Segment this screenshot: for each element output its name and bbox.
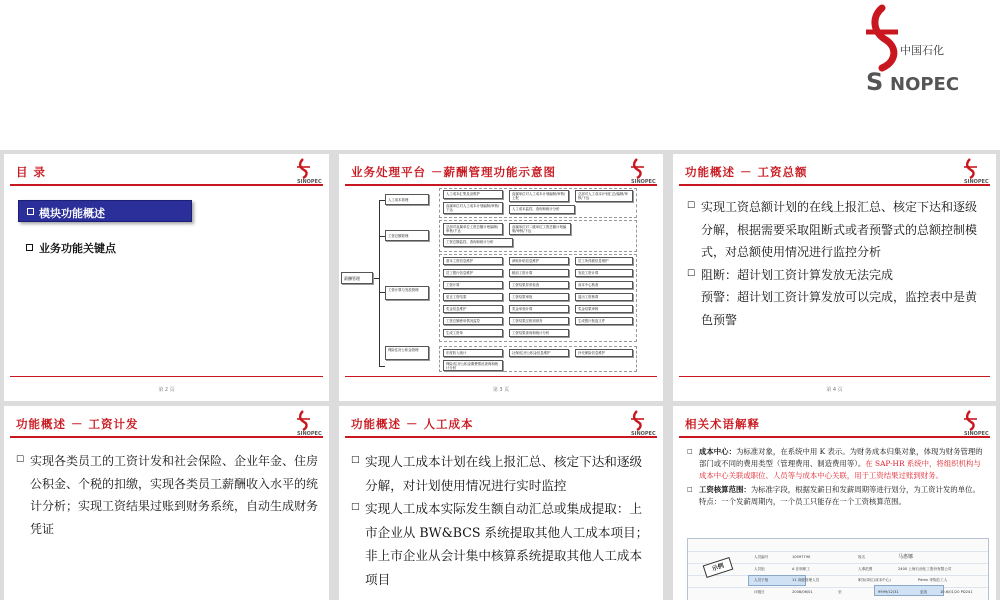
svg-text:S: S	[866, 68, 884, 96]
diagram-node: 直属单位对人工成本计划编制/审核/上报	[509, 190, 569, 202]
diagram-node: 社保/住房公积金信息维护	[509, 349, 569, 357]
screen-row-divider	[688, 575, 988, 576]
sinopec-mini-logo	[627, 408, 657, 436]
diagram-node: 更正工资结果	[443, 293, 503, 301]
screen-value: 11 高级管理人员	[792, 578, 820, 582]
diagram-node: 年度收入统计	[443, 349, 503, 357]
slide-body	[687, 196, 987, 331]
diagram-node: 工资结果过账到财务	[509, 317, 569, 325]
title-underline	[345, 184, 657, 186]
diagram-node: 发放工资计算	[575, 269, 633, 277]
diagram-node: 奖金信息维护	[443, 305, 503, 313]
svg-text:中国石化: 中国石化	[900, 44, 944, 57]
page-number: 第 4 页	[826, 387, 843, 393]
diagram-root: 薪酬管理	[341, 272, 373, 284]
toc-item-label: 业务功能关键点	[39, 242, 116, 255]
slide-labor-cost[interactable]	[339, 406, 663, 600]
bullet-item: □ 实现工资总额计划的在线上报汇总、核定下达和逐级分解，根据需要采取阻断式或者预警式的总额控制模式，对总额使用情况进行监控分析	[687, 196, 987, 264]
slide-toc[interactable]	[4, 154, 329, 401]
glossary-item	[687, 446, 987, 482]
diagram-node: 员工银行信息维护	[443, 269, 503, 277]
connector	[379, 200, 380, 366]
diagram-node: 奖金结果审核	[575, 305, 633, 313]
checkbox-icon	[27, 208, 34, 215]
screen-label: 人员组	[754, 567, 765, 571]
diagram-node: 退出工资核算	[575, 293, 633, 301]
glossary-term: 成本中心：	[699, 447, 736, 456]
diagram-branch: 人工成本管理	[385, 194, 429, 205]
footer-line	[10, 376, 323, 377]
example-stamp: 示例	[703, 557, 734, 578]
screen-label: 人事范围	[858, 567, 873, 571]
bullet-item: □ 实现各类员工的工资计发和社会保险、企业年金、住房公积金、个税的扣缴，实现各类员工薪酬收入水平的统计分析；实现工资结果过账到财务系统，自动生成财务凭证	[16, 450, 318, 540]
title-underline	[679, 436, 990, 438]
diagram-node: 工资总额使用情况监控	[443, 317, 503, 325]
slide-title: 业务处理平台 －薪酬管理功能示意图	[351, 165, 557, 179]
diagram-node: 工资结果查询和统计分析	[509, 329, 569, 337]
screen-value: 10.6/01/20 PD241	[940, 590, 973, 594]
diagram-node: 总部对人工成本计划汇总/编制/审核/下达	[575, 190, 633, 202]
svg-text:SINOPEC: SINOPEC	[631, 179, 656, 184]
diagram-node: 直属单位对人工成本计划编制/审核/下达	[443, 202, 503, 214]
diagram-branch: 保险住房公积金管理	[385, 346, 429, 360]
glossary-definition: 为标准字段，根据发薪日和发薪周期等进行划分，为工资计发的单位。特点：一个发薪周期内，一个员工只能存在一个工资核算范围。	[699, 485, 980, 506]
diagram-branch: 工资计算与发放管理	[385, 286, 429, 300]
diagram-node: 税前工资计算	[509, 269, 569, 277]
diagram-node: 基本工资信息维护	[443, 257, 503, 265]
title-underline	[679, 184, 990, 186]
diagram-branch: 工资总额管理	[385, 230, 429, 241]
screen-label: 姓名	[858, 555, 866, 559]
screen-value: Pdmn 采购总工人	[918, 578, 948, 582]
slide-title: 功能概述 － 人工成本	[351, 417, 474, 431]
screen-value: 10097790	[792, 555, 811, 559]
title-underline	[10, 436, 323, 438]
slide-body	[16, 450, 318, 540]
sinopec-mini-logo	[627, 156, 657, 184]
diagram-node: 成本中心核查	[575, 281, 633, 289]
slide-diagram[interactable]	[339, 154, 663, 401]
diagram-node: 补充保险信息维护	[575, 349, 633, 357]
title-underline	[345, 436, 657, 438]
diagram-node: 生成银行报盘文件	[575, 317, 633, 325]
svg-text:SINOPEC: SINOPEC	[964, 431, 989, 436]
diagram-node: 生成工资单	[443, 329, 503, 337]
diagram-node: 津贴补贴信息维护	[509, 257, 569, 265]
slide-title: 目 录	[16, 165, 47, 179]
function-diagram	[339, 188, 663, 368]
sinopec-mini-logo	[293, 156, 323, 184]
svg-text:NOPEC: NOPEC	[890, 74, 960, 95]
diagram-node: 工资结果异常检查	[509, 281, 569, 289]
screen-label: 人员编号	[754, 555, 769, 559]
screen-row-divider	[688, 551, 988, 552]
diagram-node: 直属单位对二级单位工资总额计划编制/审核/下达	[509, 223, 571, 235]
diagram-node: 总部对直属单位工资总额计划编制/审核/下达	[443, 223, 503, 235]
sap-screenshot	[687, 538, 989, 600]
bullet-item: □ 实现人工成本实际发生额自动汇总或集成提取：上市企业从 BW&BCS 系统提取其他人工成本项目；非上市企业从会计集中核算系统提取其他人工成本项目	[351, 497, 653, 591]
screen-value: 2400 上海石油化工股份有限公司	[898, 567, 952, 571]
connector	[379, 366, 385, 367]
slide-wage-payment[interactable]	[4, 406, 329, 600]
slide-title: 相关术语解释	[685, 417, 760, 431]
diagram-node: 工资总额监控、查询和统计分析	[443, 238, 513, 247]
diagram-node: 工资计算	[443, 281, 503, 289]
toc-item-label: 模块功能概述	[39, 207, 105, 220]
screen-value: 9999/12/31	[878, 590, 899, 594]
bullet-item: □ 阻断：超计划工资计算发放无法完成	[687, 264, 987, 287]
glossary-list	[687, 446, 987, 510]
slide-body	[351, 450, 653, 591]
sinopec-mini-logo	[960, 408, 990, 436]
slide-title: 功能概述 － 工资计发	[16, 417, 139, 431]
bullet-item: □ 实现人工成本计划在线上报汇总、核定下达和逐级分解，对计划使用情况进行实时监控	[351, 450, 653, 497]
toc-item-selected[interactable]	[18, 200, 192, 222]
diagram-node: 人工成本监控、查询和统计分析	[509, 205, 575, 214]
screen-value: A 在职职工	[792, 567, 810, 571]
checkbox-icon	[26, 244, 33, 251]
sinopec-mini-logo	[960, 156, 990, 184]
screen-row-divider	[688, 563, 988, 564]
toc-item[interactable]	[26, 240, 116, 256]
screen-label: 职务/岗位(成本中心)	[858, 578, 891, 582]
svg-text:SINOPEC: SINOPEC	[631, 431, 656, 436]
svg-text:SINOPEC: SINOPEC	[297, 431, 322, 436]
screen-label: 人员子组	[754, 578, 769, 582]
screen-label: 更改	[920, 590, 928, 594]
screen-value: 2008/06/01	[792, 590, 813, 594]
slide-title: 功能概述 － 工资总额	[685, 165, 808, 179]
title-underline	[10, 184, 323, 186]
screen-label: 评级日	[754, 590, 765, 594]
footer-line	[679, 376, 990, 377]
bullet-continuation: 预警：超计划工资计算发放可以完成，监控表中是黄色预警	[701, 290, 978, 327]
diagram-node: 员工所得税信息维护	[575, 257, 633, 265]
page-number: 第 3 页	[492, 387, 510, 393]
diagram-node: 保险/住房公积金缴费情况查询和统计分析	[443, 360, 503, 371]
sinopec-logo	[852, 2, 980, 98]
glossary-definition: 为标准对象，在系统中用 K 表示。为财务成本归集对象，体现为财务管理的部门或不同的费用类型（管理费用、制造费用等）。	[699, 447, 983, 468]
footer-line	[345, 376, 657, 377]
glossary-note: 在 SAP-HR 系统中，将组织机构与成本中心关联或职位、人员等与成本中心关联，用于工资结果过账到财务。	[699, 459, 981, 480]
sinopec-mini-logo	[293, 408, 323, 436]
diagram-node: 工资结果审批	[509, 293, 569, 301]
svg-text:SINOPEC: SINOPEC	[964, 179, 989, 184]
slide-glossary[interactable]	[673, 406, 996, 600]
glossary-item	[687, 484, 987, 508]
screen-label: 至	[838, 590, 842, 594]
page-number: 第 2 页	[158, 387, 175, 393]
diagram-node: 人工成本汇集及录维护	[443, 190, 503, 199]
svg-text:SINOPEC: SINOPEC	[297, 179, 322, 184]
slide-wage-total[interactable]	[673, 154, 996, 401]
diagram-node: 奖金单独计算	[509, 305, 569, 313]
screen-value: 马惠娜	[898, 554, 914, 560]
glossary-term: 工资核算范围：	[699, 485, 751, 494]
